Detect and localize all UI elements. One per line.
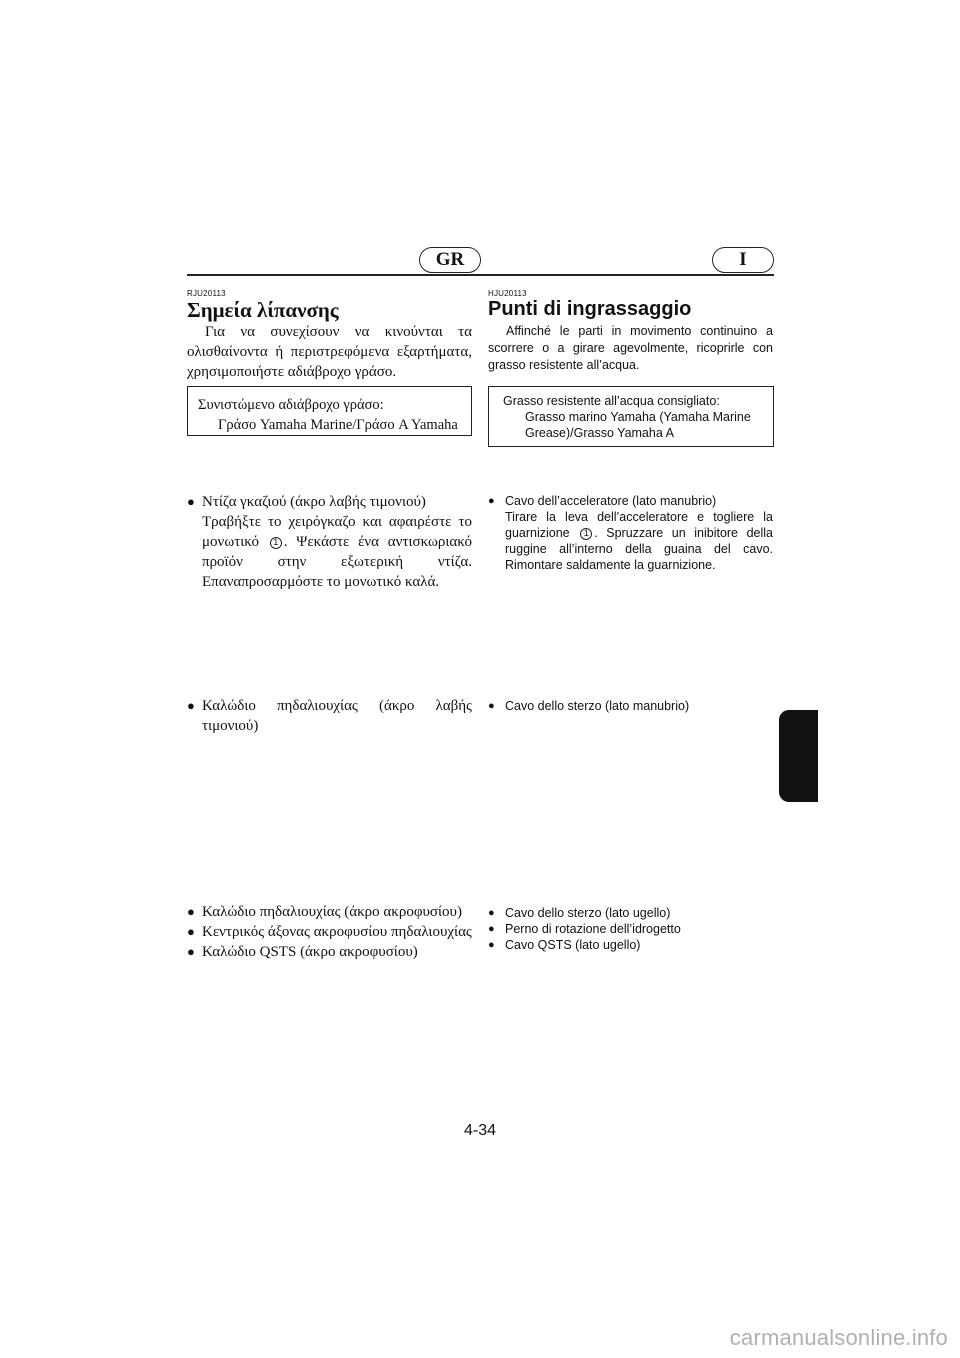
italian-item1-description: Tirare la leva dell’acceleratore e togliere la guarnizione 1 . Spruzzare un inibitore della ruggine all’interno della guaina del cavo. Rimontare saldamente la guarnizione. <box>505 510 773 572</box>
header-rule <box>187 274 774 276</box>
italian-section-title: Punti di ingrassaggio <box>488 298 692 320</box>
bullet-icon: ● <box>187 924 195 939</box>
greek-item-throttle-cable <box>187 492 472 592</box>
bullet-icon: ● <box>187 698 195 713</box>
list-item: ● Perno di rotazione dell’idrogetto <box>488 922 681 936</box>
greek-recommended-grease-box <box>187 386 472 436</box>
greek-item1-title: Ντίζα γκαζιού (άκρο λαβής τιμονιού) <box>202 494 426 510</box>
italian-item-list-nozzle <box>488 905 773 953</box>
bullet-icon: ● <box>488 907 495 919</box>
chapter-tab-marker <box>779 710 818 802</box>
greek-intro-paragraph: Για να συνεχίσουν να κινούνται τα ολισθαίνοντα ή περιστρεφόμενα εξαρτήματα, χρησιμοποιήστε αδιάβροχο γράσο. <box>187 324 472 380</box>
greek-item1-description: Τραβήξτε το χειρόγκαζο και αφαιρέστε το μονωτικό 1 . Ψεκάστε ένα αντισκωριακό προϊόν στην εξωτερική ντίζα. Επαναπροσαρμόστε το μονωτικό καλά. <box>202 514 473 590</box>
greek-item-steering-cable-handle <box>187 696 472 736</box>
callout-number-icon: 1 <box>580 528 592 540</box>
list-item: ● Καλώδιο πηδαλιουχίας (άκρο ακροφυσίου) <box>187 904 462 920</box>
bullet-icon: ● <box>187 904 195 919</box>
italian-item2-title: Cavo dello sterzo (lato manubrio) <box>505 699 690 713</box>
italian-box-title: Grasso resistente all’acqua consigliato: <box>503 394 720 408</box>
greek-item-list-nozzle <box>187 902 472 962</box>
bullet-icon: ● <box>187 944 195 959</box>
italian-intro-paragraph: Affinché le parti in movimento continuino a scorrere o a girare agevolmente, ricoprirle con grasso resistente all’acqua. <box>488 324 773 372</box>
bullet-icon: ● <box>488 923 495 935</box>
callout-number-icon: 1 <box>270 537 282 549</box>
italian-box-value: Grasso marino Yamaha (Yamaha Marine Grease)/Grasso Yamaha A <box>525 410 751 440</box>
greek-section-code: RJU20113 <box>187 289 226 298</box>
language-badge-italian: I <box>712 247 774 273</box>
bullet-icon: ● <box>488 495 495 507</box>
italian-item-steering-cable-handle <box>488 698 773 714</box>
page-number: 4-34 <box>463 1122 497 1139</box>
italian-section-code: HJU20113 <box>488 289 527 298</box>
greek-section-title: Σημεία λίπανσης <box>187 298 339 322</box>
list-item: ● Cavo QSTS (lato ugello) <box>488 938 641 952</box>
greek-item2-title: Καλώδιο πηδαλιουχίας (άκρο λαβής τιμονιού) <box>202 698 472 734</box>
list-item: ● Cavo dello sterzo (lato ugello) <box>488 906 671 920</box>
bullet-icon: ● <box>488 939 495 951</box>
list-item: ● Κεντρικός άξονας ακροφυσίου πηδαλιουχίας <box>187 924 472 940</box>
language-badge-greek: GR <box>419 247 481 273</box>
greek-box-value: Γράσο Yamaha Marine/Γράσο A Yamaha <box>218 417 458 433</box>
watermark: carmanualsonline.info <box>729 1325 948 1350</box>
italian-recommended-grease-box <box>488 386 774 447</box>
italian-item-throttle-cable <box>488 493 773 573</box>
bullet-icon: ● <box>488 700 495 712</box>
list-item: ● Καλώδιο QSTS (άκρο ακροφυσίου) <box>187 944 418 960</box>
bullet-icon: ● <box>187 494 195 509</box>
greek-box-title: Συνιστώμενο αδιάβροχο γράσο: <box>198 397 384 413</box>
italian-item1-title: Cavo dell’acceleratore (lato manubrio) <box>505 494 717 508</box>
